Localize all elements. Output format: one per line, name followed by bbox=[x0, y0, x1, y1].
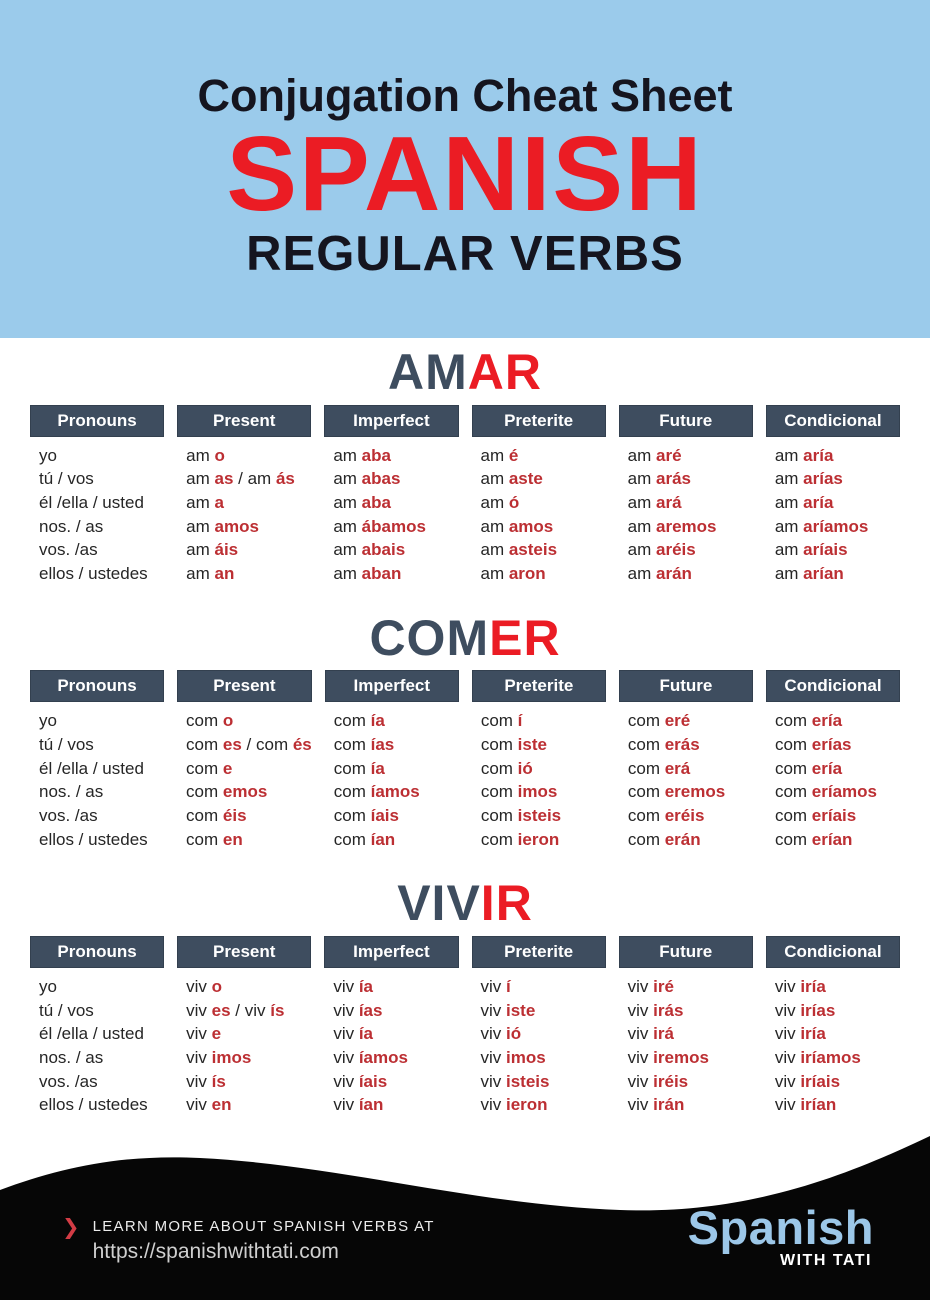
verb-ending: iríais bbox=[800, 1071, 841, 1091]
verb-ending: ía bbox=[358, 1024, 374, 1044]
verb-ending: eré bbox=[664, 711, 691, 731]
verb-ending: ería bbox=[811, 711, 843, 731]
verb-ending: e bbox=[211, 1024, 222, 1044]
conjugation-cell-imperfect: com ías bbox=[333, 734, 395, 754]
conjugation-cell-future: am aréis bbox=[627, 540, 696, 560]
verb-ending: aríamos bbox=[803, 516, 869, 536]
verb-ending: aron bbox=[508, 564, 546, 584]
verb-ending: isteis bbox=[506, 1071, 550, 1091]
pronoun-cell: nos. / as bbox=[39, 1048, 104, 1068]
section-title-amar bbox=[0, 346, 930, 399]
pronoun-cell: vos. /as bbox=[39, 1071, 98, 1091]
verb-ending: isteis bbox=[517, 806, 562, 826]
verb-ending: erías bbox=[811, 734, 852, 754]
column-header-imperfect: Imperfect bbox=[325, 670, 459, 702]
verb-ending: aríais bbox=[803, 540, 848, 560]
verb-ending: ería bbox=[811, 758, 843, 778]
conjugation-cell-future: am aré bbox=[627, 445, 682, 465]
verb-ending: íais bbox=[358, 1071, 388, 1091]
verb-ending: erían bbox=[811, 829, 853, 849]
conjugation-cell-condicional: am aría bbox=[774, 492, 834, 512]
conjugation-cell-present: am o bbox=[186, 445, 225, 465]
verb-ending: aba bbox=[361, 445, 391, 465]
verb-section-comer bbox=[0, 609, 930, 852]
conjugation-cell-present: am áis bbox=[186, 540, 239, 560]
conjugation-cell-future: viv iremos bbox=[627, 1048, 709, 1068]
conjugation-cell-future: am aremos bbox=[627, 516, 717, 536]
verb-ending: irás bbox=[653, 1000, 684, 1020]
verb-ending: irán bbox=[653, 1095, 685, 1115]
verb-ending: as bbox=[214, 469, 234, 489]
conjugation-cell-preterite: viv ió bbox=[480, 1024, 522, 1044]
footer-content bbox=[0, 1128, 930, 1300]
conjugation-cell-imperfect: am aban bbox=[333, 564, 402, 584]
verb-ending: ieron bbox=[517, 829, 560, 849]
pronoun-cell: yo bbox=[39, 976, 57, 996]
pronoun-cell: nos. / as bbox=[39, 782, 104, 802]
chevron-right-icon: ❯ bbox=[62, 1216, 80, 1239]
conjugation-cell-present: com es / com és bbox=[186, 734, 312, 754]
conjugation-cell-imperfect: am ábamos bbox=[333, 516, 426, 536]
verb-ending: ás bbox=[275, 469, 295, 489]
conjugation-cell-future: viv iré bbox=[627, 976, 674, 996]
verb-ending: imos bbox=[517, 782, 558, 802]
hero-subtitle-2: REGULAR VERBS bbox=[246, 226, 684, 281]
column-header-preterite: Preterite bbox=[472, 405, 606, 437]
verb-ending: erá bbox=[664, 758, 691, 778]
pronoun-cell: él /ella / usted bbox=[39, 1024, 144, 1044]
conjugation-cell-imperfect: com íais bbox=[333, 806, 399, 826]
conjugation-cell-present: viv o bbox=[186, 976, 223, 996]
conjugation-cell-present: am amos bbox=[186, 516, 259, 536]
verb-section-vivir bbox=[0, 877, 930, 1117]
verb-ending: a bbox=[214, 492, 224, 512]
conjugation-cell-present: viv es / viv ís bbox=[186, 1000, 285, 1020]
column-header-present: Present bbox=[177, 936, 311, 968]
section-title-ending: AR bbox=[467, 344, 542, 400]
verb-ending: ió bbox=[517, 758, 533, 778]
conjugation-cell-preterite: com ió bbox=[480, 758, 533, 778]
column-header-pronouns: Pronouns bbox=[30, 405, 164, 437]
verb-ending: aban bbox=[361, 564, 402, 584]
verb-ending: íamos bbox=[370, 782, 420, 802]
conjugation-cell-condicional: am aría bbox=[774, 445, 834, 465]
conjugation-cell-condicional: am aríamos bbox=[774, 516, 869, 536]
conjugation-cell-preterite: am ó bbox=[480, 492, 520, 512]
column-header-future: Future bbox=[619, 405, 753, 437]
pronoun-cell: ellos / ustedes bbox=[39, 829, 148, 849]
pronoun-cell: ellos / ustedes bbox=[39, 1095, 148, 1115]
conjugation-cell-preterite: am aron bbox=[480, 564, 546, 584]
verb-ending: imos bbox=[506, 1048, 546, 1068]
conjugation-cell-future: viv irá bbox=[627, 1024, 674, 1044]
conjugation-cell-imperfect: com ía bbox=[333, 711, 385, 731]
verb-ending: erás bbox=[664, 734, 700, 754]
conjugation-cell-present: com emos bbox=[186, 782, 268, 802]
verb-ending: aste bbox=[508, 469, 543, 489]
verb-ending: en bbox=[222, 829, 243, 849]
conjugation-cell-imperfect: viv ían bbox=[333, 1095, 384, 1115]
verb-ending: erán bbox=[664, 829, 701, 849]
verb-ending: arían bbox=[803, 564, 844, 584]
verb-ending: arán bbox=[656, 564, 692, 584]
brand-logo-name: Spanish bbox=[687, 1201, 874, 1254]
verb-ending: amos bbox=[508, 516, 554, 536]
conjugation-cell-condicional: viv irías bbox=[774, 1000, 836, 1020]
conjugation-cell-imperfect: com ía bbox=[333, 758, 385, 778]
conjugation-cell-future: com erán bbox=[627, 829, 701, 849]
conjugation-cell-condicional: com eríais bbox=[774, 806, 857, 826]
pronoun-cell: tú / vos bbox=[39, 734, 94, 754]
conjugation-cell-preterite: am asteis bbox=[480, 540, 558, 560]
verb-ending: é bbox=[508, 445, 519, 465]
verb-ending: íamos bbox=[358, 1048, 408, 1068]
verb-ending: asteis bbox=[508, 540, 558, 560]
conjugation-cell-condicional: viv irían bbox=[774, 1095, 837, 1115]
pronoun-cell: yo bbox=[39, 711, 57, 731]
conjugation-cell-present: am as / am ás bbox=[186, 469, 295, 489]
section-title-ending: ER bbox=[489, 609, 561, 666]
conjugation-cell-imperfect: am aba bbox=[333, 492, 391, 512]
pronoun-cell: tú / vos bbox=[39, 1000, 94, 1020]
pronoun-cell: tú / vos bbox=[39, 469, 94, 489]
verb-ending: aba bbox=[361, 492, 391, 512]
column-header-pronouns: Pronouns bbox=[30, 936, 164, 968]
verb-ending: es bbox=[222, 734, 242, 754]
conjugation-cell-present: viv imos bbox=[186, 1048, 252, 1068]
verb-section-amar bbox=[0, 346, 930, 586]
verb-ending: iremos bbox=[653, 1048, 709, 1068]
conjugation-cell-present: viv ís bbox=[186, 1071, 226, 1091]
verb-ending: ían bbox=[358, 1095, 384, 1115]
conjugation-cell-future: com eré bbox=[627, 711, 691, 731]
conjugation-cell-present: com o bbox=[186, 711, 234, 731]
conjugation-cell-future: viv irás bbox=[627, 1000, 684, 1020]
verb-ending: í bbox=[517, 711, 523, 731]
conjugation-cell-preterite: com í bbox=[480, 711, 523, 731]
section-title-stem: VIV bbox=[397, 875, 481, 932]
verb-ending: ía bbox=[370, 711, 385, 731]
conjugation-cell-present: am a bbox=[186, 492, 224, 512]
column-header-condicional: Condicional bbox=[766, 670, 900, 702]
conjugation-cell-future: com erá bbox=[627, 758, 691, 778]
verb-ending: eríais bbox=[811, 806, 857, 826]
verb-ending: an bbox=[214, 564, 235, 584]
column-header-preterite: Preterite bbox=[472, 936, 606, 968]
verb-ending: ís bbox=[211, 1071, 226, 1091]
footer bbox=[0, 1128, 930, 1300]
verb-ending: iréis bbox=[653, 1071, 689, 1091]
conjugation-cell-future: am arás bbox=[627, 469, 691, 489]
section-title-vivir bbox=[0, 877, 930, 930]
section-title-ending: IR bbox=[480, 875, 533, 932]
conjugation-cell-imperfect: am aba bbox=[333, 445, 391, 465]
conjugation-cell-preterite: viv ieron bbox=[480, 1095, 548, 1115]
conjugation-cell-condicional: com eríamos bbox=[774, 782, 877, 802]
column-header-preterite: Preterite bbox=[472, 670, 606, 702]
verb-ending: imos bbox=[211, 1048, 252, 1068]
verb-ending: arías bbox=[803, 469, 843, 489]
hero-banner bbox=[0, 0, 930, 338]
pronoun-cell: vos. /as bbox=[39, 540, 98, 560]
conjugation-cell-condicional: com erían bbox=[774, 829, 853, 849]
verb-ending: irá bbox=[653, 1024, 674, 1044]
verb-ending: ó bbox=[508, 492, 520, 512]
verb-ending: ía bbox=[358, 976, 374, 996]
verb-ending: ías bbox=[358, 1000, 383, 1020]
pronoun-cell: vos. /as bbox=[39, 806, 98, 826]
verb-ending: arás bbox=[656, 469, 691, 489]
verb-ending: o bbox=[211, 976, 223, 996]
column-header-imperfect: Imperfect bbox=[324, 936, 458, 968]
conjugation-cell-condicional: viv iría bbox=[774, 976, 826, 996]
verb-ending: ará bbox=[656, 492, 682, 512]
conjugation-cell-future: am arán bbox=[627, 564, 692, 584]
column-header-future: Future bbox=[619, 936, 753, 968]
verb-ending: en bbox=[211, 1095, 232, 1115]
conjugation-cell-condicional: am arías bbox=[774, 469, 843, 489]
column-header-future: Future bbox=[619, 670, 753, 702]
verb-ending: ieron bbox=[506, 1095, 548, 1115]
verb-ending: iríamos bbox=[800, 1048, 861, 1068]
pronoun-cell: él /ella / usted bbox=[39, 758, 144, 778]
verb-ending: eréis bbox=[664, 806, 705, 826]
conjugation-cell-preterite: am é bbox=[480, 445, 519, 465]
conjugation-table-vivir bbox=[0, 936, 930, 1117]
conjugation-cell-preterite: viv í bbox=[480, 976, 511, 996]
conjugation-cell-imperfect: viv ía bbox=[333, 976, 374, 996]
conjugation-cell-imperfect: viv íamos bbox=[333, 1048, 408, 1068]
pronoun-cell: nos. / as bbox=[39, 516, 104, 536]
verb-ending: aréis bbox=[656, 540, 696, 560]
conjugation-cell-condicional: com ería bbox=[774, 758, 843, 778]
conjugation-cell-condicional: am aríais bbox=[774, 540, 848, 560]
verb-ending: ís bbox=[270, 1000, 285, 1020]
verb-ending: í bbox=[506, 976, 511, 996]
conjugation-cell-present: am an bbox=[186, 564, 235, 584]
conjugation-cell-condicional: viv iría bbox=[774, 1024, 826, 1044]
conjugation-cell-condicional: viv iríamos bbox=[774, 1048, 861, 1068]
conjugation-cell-present: viv e bbox=[186, 1024, 222, 1044]
pronoun-cell: yo bbox=[39, 445, 57, 465]
sections-root bbox=[0, 346, 930, 1117]
page-title: SPANISH bbox=[226, 114, 704, 233]
verb-ending: o bbox=[214, 445, 225, 465]
conjugation-cell-condicional: am arían bbox=[774, 564, 844, 584]
conjugation-cell-present: com en bbox=[186, 829, 243, 849]
section-title-stem: AM bbox=[388, 344, 468, 400]
verb-ending: abais bbox=[361, 540, 406, 560]
verb-ending: aremos bbox=[656, 516, 717, 536]
conjugation-cell-condicional: com erías bbox=[774, 734, 852, 754]
conjugation-cell-imperfect: viv íais bbox=[333, 1071, 388, 1091]
conjugation-cell-future: am ará bbox=[627, 492, 682, 512]
verb-ending: ías bbox=[370, 734, 395, 754]
verb-ending: iste bbox=[517, 734, 547, 754]
conjugation-cell-imperfect: viv ías bbox=[333, 1000, 383, 1020]
conjugation-cell-preterite: viv isteis bbox=[480, 1071, 550, 1091]
verb-ending: iste bbox=[506, 1000, 536, 1020]
learn-more-label: LEARN MORE ABOUT SPANISH VERBS AT bbox=[92, 1218, 435, 1235]
conjugation-cell-imperfect: viv ía bbox=[333, 1024, 374, 1044]
verb-ending: irían bbox=[800, 1095, 837, 1115]
verb-ending: abas bbox=[361, 469, 401, 489]
verb-ending: íais bbox=[370, 806, 399, 826]
conjugation-cell-future: viv irán bbox=[627, 1095, 685, 1115]
conjugation-cell-preterite: com isteis bbox=[480, 806, 562, 826]
verb-ending: éis bbox=[222, 806, 247, 826]
conjugation-cell-imperfect: com ían bbox=[333, 829, 396, 849]
conjugation-table-comer bbox=[0, 670, 930, 851]
learn-more-text bbox=[93, 1216, 435, 1266]
verb-ending: ía bbox=[370, 758, 385, 778]
conjugation-cell-present: viv en bbox=[186, 1095, 232, 1115]
verb-ending: ían bbox=[370, 829, 396, 849]
conjugation-cell-preterite: com imos bbox=[480, 782, 558, 802]
conjugation-cell-future: com erás bbox=[627, 734, 700, 754]
verb-ending: ábamos bbox=[361, 516, 426, 536]
conjugation-cell-imperfect: com íamos bbox=[333, 782, 420, 802]
pronoun-cell: él /ella / usted bbox=[39, 492, 144, 512]
conjugation-cell-future: com eréis bbox=[627, 806, 705, 826]
conjugation-cell-future: com eremos bbox=[627, 782, 726, 802]
verb-ending: o bbox=[222, 711, 234, 731]
column-header-present: Present bbox=[177, 405, 311, 437]
section-title-stem: COM bbox=[369, 609, 490, 666]
column-header-condicional: Condicional bbox=[766, 405, 900, 437]
verb-ending: áis bbox=[214, 540, 239, 560]
verb-ending: iré bbox=[653, 976, 674, 996]
verb-ending: emos bbox=[222, 782, 268, 802]
conjugation-cell-preterite: viv imos bbox=[480, 1048, 546, 1068]
column-header-imperfect: Imperfect bbox=[324, 405, 458, 437]
column-header-condicional: Condicional bbox=[766, 936, 900, 968]
brand-logo-tagline: WITH TATI bbox=[780, 1252, 872, 1269]
conjugation-cell-future: viv iréis bbox=[627, 1071, 689, 1091]
pronoun-cell: ellos / ustedes bbox=[39, 564, 148, 584]
verb-ending: es bbox=[211, 1000, 231, 1020]
verb-ending: aría bbox=[803, 445, 834, 465]
conjugation-cell-preterite: am amos bbox=[480, 516, 554, 536]
verb-ending: iría bbox=[800, 976, 826, 996]
conjugation-table-amar bbox=[0, 405, 930, 586]
conjugation-cell-preterite: com ieron bbox=[480, 829, 560, 849]
verb-ending: eríamos bbox=[811, 782, 877, 802]
column-header-present: Present bbox=[177, 670, 312, 702]
verb-ending: és bbox=[292, 734, 312, 754]
conjugation-cell-preterite: com iste bbox=[480, 734, 547, 754]
conjugation-cell-condicional: com ería bbox=[774, 711, 843, 731]
verb-ending: iría bbox=[800, 1024, 826, 1044]
verb-ending: ió bbox=[506, 1024, 522, 1044]
conjugation-cell-preterite: viv iste bbox=[480, 1000, 536, 1020]
conjugation-cell-condicional: viv iríais bbox=[774, 1071, 841, 1091]
conjugation-cell-imperfect: am abas bbox=[333, 469, 401, 489]
learn-more-block bbox=[62, 1216, 435, 1266]
verb-ending: aré bbox=[656, 445, 682, 465]
verb-ending: irías bbox=[800, 1000, 836, 1020]
conjugation-cell-preterite: am aste bbox=[480, 469, 543, 489]
section-title-comer bbox=[0, 609, 930, 666]
hero-subtitle: Conjugation Cheat Sheet bbox=[197, 69, 733, 121]
verb-ending: e bbox=[222, 758, 233, 778]
verb-ending: aría bbox=[803, 492, 834, 512]
brand-logo bbox=[687, 1201, 874, 1270]
conjugation-cell-present: com éis bbox=[186, 806, 247, 826]
column-header-pronouns: Pronouns bbox=[30, 670, 164, 702]
verb-ending: eremos bbox=[664, 782, 726, 802]
conjugation-cell-present: com e bbox=[186, 758, 233, 778]
conjugation-cell-imperfect: am abais bbox=[333, 540, 406, 560]
website-url[interactable]: https://spanishwithtati.com bbox=[92, 1240, 339, 1263]
verb-ending: amos bbox=[214, 516, 259, 536]
